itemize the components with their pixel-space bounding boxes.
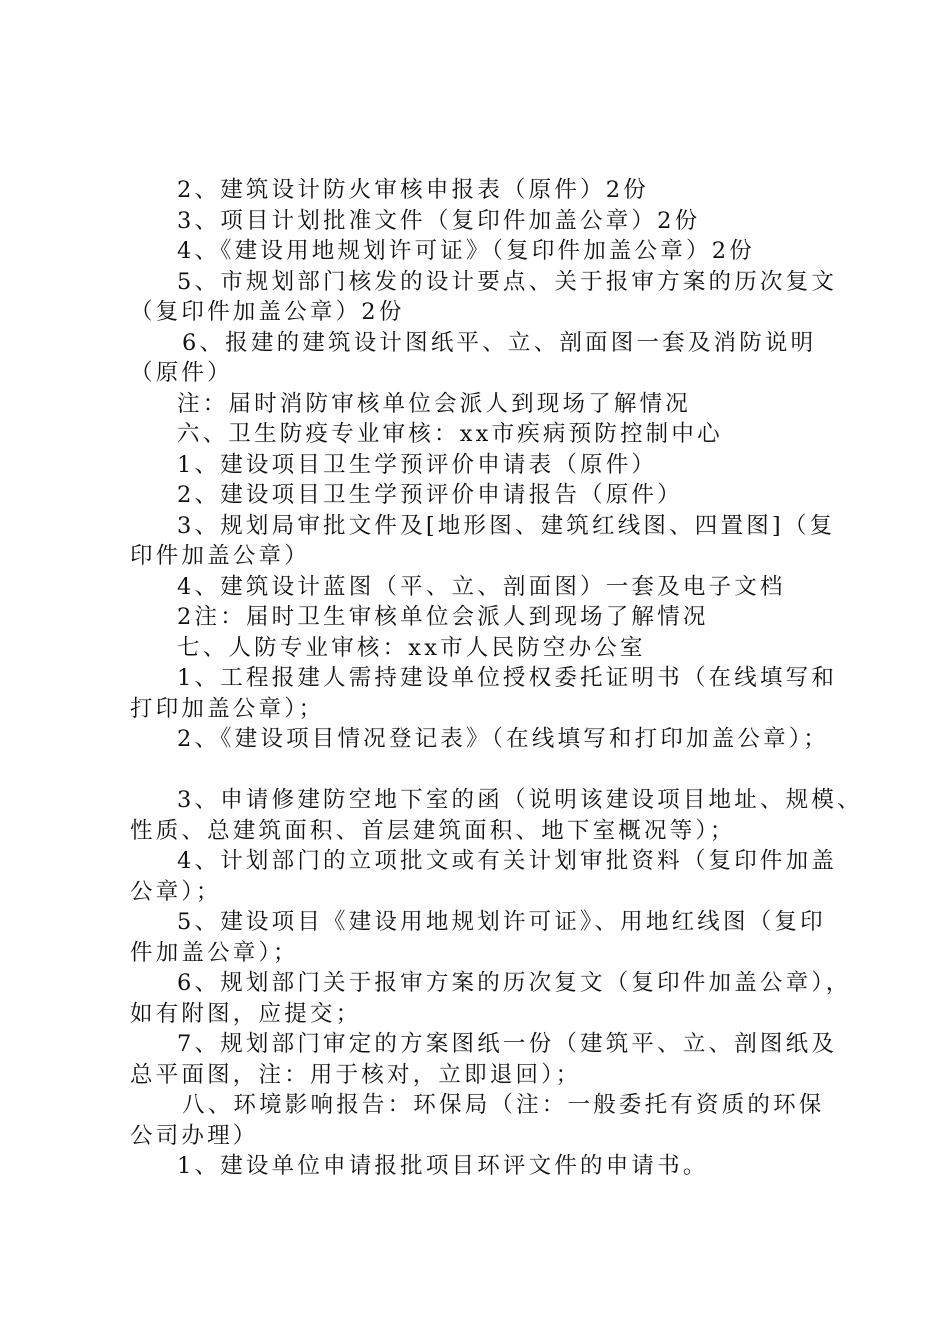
text-line: 如有附图，应提交； — [130, 1000, 362, 1027]
text-line: 3、申请修建防空地下室的函（说明该建设项目地址、规模、 — [177, 787, 863, 813]
text-line: 注：届时消防审核单位会派人到现场了解情况 — [177, 390, 692, 417]
text-line: 2、建筑设计防火审核申报表（原件）2份 — [177, 177, 649, 203]
section-heading: 八、环境影响报告：环保局（注：一般委托有资质的环保 — [182, 1092, 825, 1118]
text-line: 4、建筑设计蓝图（平、立、剖面图）一套及电子文档 — [177, 573, 786, 600]
section-heading: 六、卫生防疫专业审核：xx市疾病预防控制中心 — [177, 421, 723, 447]
text-line: 2、建设项目卫生学预评价申请报告（原件） — [177, 482, 683, 508]
text-line: 2、《建设项目情况登记表》（在线填写和打印加盖公章）； — [177, 726, 829, 752]
text-line: （复印件加盖公章）2份 — [130, 299, 405, 325]
text-line: 件加盖公章）； — [130, 939, 299, 966]
text-line: 1、建设项目卫生学预评价申请表（原件） — [177, 451, 658, 478]
text-line: 公章）； — [130, 878, 222, 905]
text-line: 4、计划部门的立项批文或有关计划审批资料（复印件加盖 — [177, 848, 838, 874]
blank-line — [130, 755, 850, 786]
text-line: 1、工程报建人需持建设单位授权委托证明书（在线填写和 — [177, 665, 838, 691]
text-line: 6、报建的建筑设计图纸平、立、剖面图一套及消防说明 — [182, 329, 817, 356]
section-heading: 七、人防专业审核：xx市人民防空办公室 — [177, 634, 646, 661]
text-line: （原件） — [130, 360, 233, 386]
text-line: 打印加盖公章）； — [130, 695, 325, 722]
text-line: 4、《建设用地规划许可证》（复印件加盖公章）2份 — [177, 238, 755, 264]
text-line: 5、建设项目《建设用地规划许可证》、用地红线图（复印 — [177, 909, 826, 935]
text-line: 性质、总建筑面积、首层建筑面积、地下室概况等）； — [130, 817, 736, 844]
text-line: 5、市规划部门核发的设计要点、关于报审方案的历次复文 — [177, 268, 838, 295]
text-line: 6、规划部门关于报审方案的历次复文（复印件加盖公章）， — [177, 970, 852, 996]
text-line: 公司办理） — [130, 1122, 259, 1149]
text-line: 3、项目计划批准文件（复印件加盖公章）2份 — [177, 207, 701, 234]
text-line: 7、规划部门审定的方案图纸一份（建筑平、立、剖图纸及 — [177, 1031, 838, 1057]
text-line: 印件加盖公章） — [130, 543, 310, 569]
document-body — [130, 175, 863, 1182]
text-line: 3、规划局审批文件及[地形图、建筑红线图、四置图]（复 — [177, 512, 836, 539]
text-line: 1、建设单位申请报批项目环评文件的申请书。 — [177, 1153, 709, 1179]
text-line: 总平面图，注：用于核对，立即退回）； — [130, 1061, 582, 1088]
text-line: 2注：届时卫生审核单位会派人到现场了解情况 — [177, 604, 709, 630]
